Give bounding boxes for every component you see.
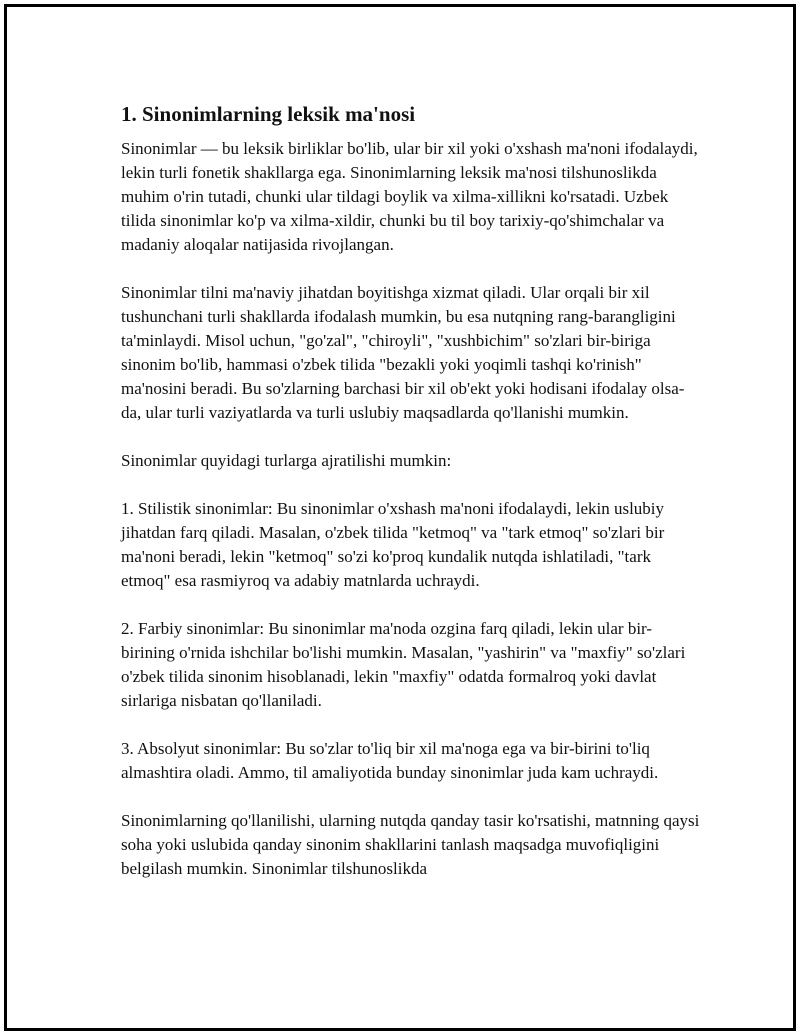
paragraph-enrichment: Sinonimlar tilni ma'naviy jihatdan boyitishga xizmat qiladi. Ular orqali bir xil tushunchani turli shakllarda ifodalash mumkin, bu esa nutqning rang-barangligini ta'minlaydi. Misol uchun, "go'zal", "chiroyli", "xushbichim" so'zlari bir-biriga sinonim bo'lib, hammasi o'zbek tilida "bezakli yoki yoqimli tashqi ko'rinish" ma'nosini beradi. Bu so'zlarning barchasi bir xil ob'ekt yoki hodisani ifodalay olsa-da, ular turli vaziyatlarda va turli uslubiy maqsadlarda qo'llanishi mumkin.	[121, 283, 685, 422]
paragraph-usage: Sinonimlarning qo'llanilishi, ularning nutqda qanday tasir ko'rsatishi, matnning qaysi soha yoki uslubida qanday sinonim shakllarini tanlash maqsadga muvofiqligini belgilash mumkin. Sinonimlar tilshunoslikda	[121, 811, 700, 878]
page-frame	[4, 4, 796, 1031]
list-item-stylistic: 1. Stilistik sinonimlar: Bu sinonimlar o'xshash ma'noni ifodalaydi, lekin uslubiy jihatdan farq qiladi. Masalan, o'zbek tilida "ketmoq" va "tark etmoq" so'zlari bir ma'noni beradi, lekin "ketmoq" so'zi ko'proq kundalik nutqda ishlatiladi, "tark etmoq" esa rasmiyroq va adabiy matnlarda uchraydi.	[121, 499, 665, 590]
paragraph-types-intro: Sinonimlar quyidagi turlarga ajratilishi mumkin:	[121, 451, 452, 470]
document-body	[121, 99, 701, 905]
list-item-absolute: 3. Absolyut sinonimlar: Bu so'zlar to'liq bir xil ma'noga ega va bir-birini to'liq almashtira oladi. Ammo, til amaliyotida bunday sinonimlar juda kam uchraydi.	[121, 739, 659, 782]
section-heading: 1. Sinonimlarning leksik ma'nosi	[121, 102, 416, 126]
list-item-semantic: 2. Farbiy sinonimlar: Bu sinonimlar ma'noda ozgina farq qiladi, lekin ular bir-birining o'rnida ishchilar bo'lishi mumkin. Masalan, "yashirin" va "maxfiy" so'zlari o'zbek tilida sinonim hisoblanadi, lekin "maxfiy" odatda formalroq yoki davlat sirlariga nisbatan qo'llaniladi.	[121, 619, 686, 710]
paragraph-intro: Sinonimlar — bu leksik birliklar bo'lib, ular bir xil yoki o'xshash ma'noni ifodalaydi, lekin turli fonetik shakllarga ega. Sinonimlarning leksik ma'nosi tilshunoslikda muhim o'rin tutadi, chunki ular tildagi boylik va xilma-xillikni ko'rsatadi. Uzbek tilida sinonimlar ko'p va xilma-xildir, chunki bu til boy tarixiy-qo'shimchalar va madaniy aloqalar natijasida rivojlangan.	[121, 139, 698, 254]
